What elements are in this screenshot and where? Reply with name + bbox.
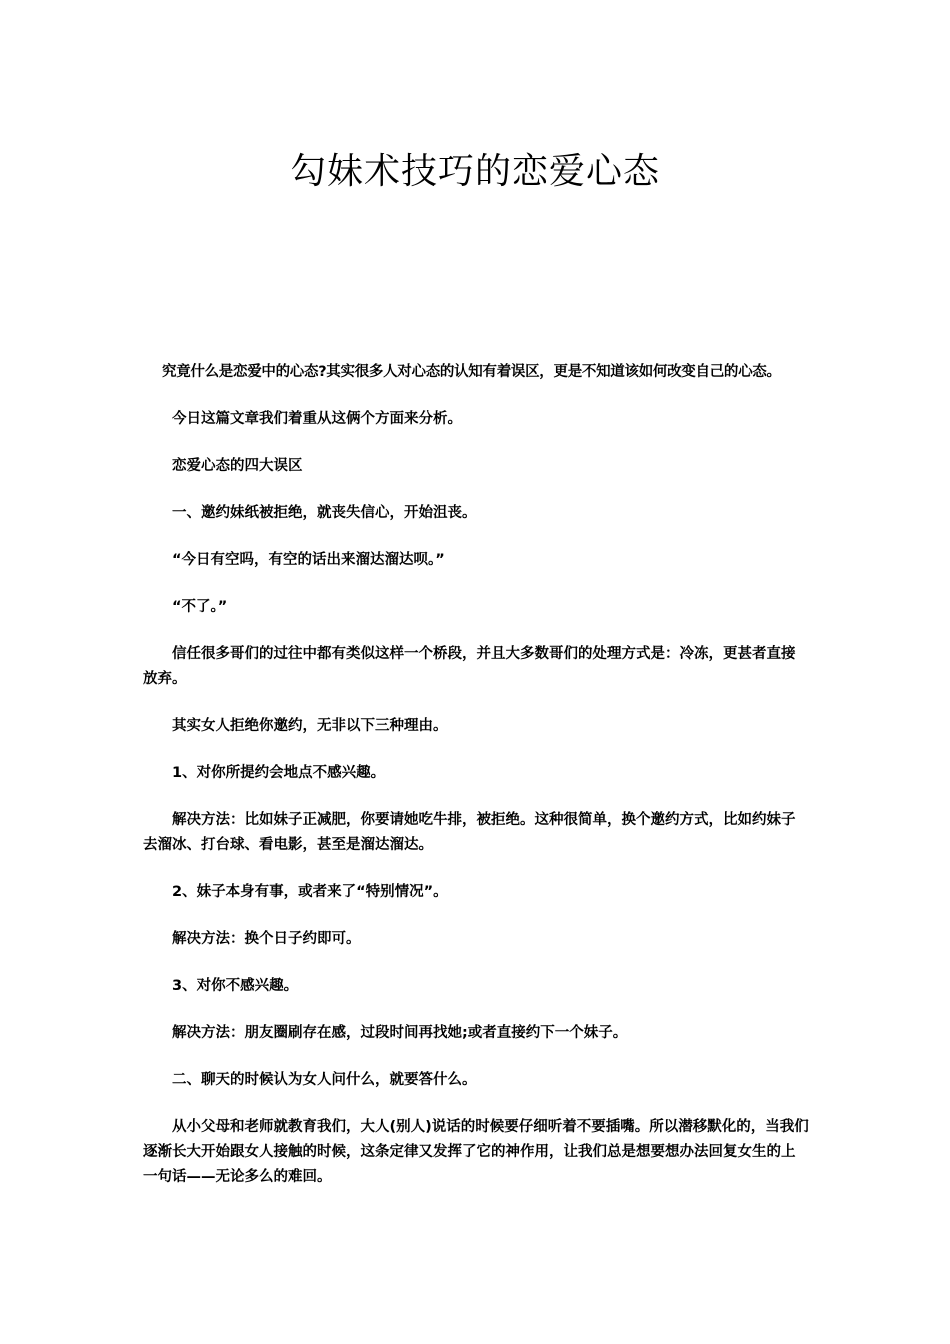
solution-paragraph: 解决方法：朋友圈刷存在感，过段时间再找她;或者直接约下一个妹子。 (172, 1025, 628, 1041)
paragraph-intro: 究竟什么是恋爱中的心态?其实很多人对心态的认知有着误区，更是不知道该如何改变自己的心态。 (162, 364, 781, 380)
solution-paragraph: 解决方法：比如妹子正减肥，你要请她吃牛排，被拒绝。这种很简单，换个邀约方式，比如约妹子去溜冰、打台球、看电影，甚至是溜达溜达。 (143, 812, 796, 853)
subsection-heading: 一、邀约妹纸被拒绝，就丧失信心，开始沮丧。 (172, 505, 477, 521)
solution-paragraph: 解决方法：换个日子约即可。 (172, 931, 361, 947)
list-item: 2、妹子本身有事，或者来了“特别情况”。 (172, 884, 448, 900)
section-heading: 恋爱心态的四大误区 (172, 458, 303, 474)
quote-line: “不了。” (172, 599, 228, 615)
paragraph: 从小父母和老师就教育我们，大人(别人)说话的时候要仔细听着不要插嘴。所以潜移默化的，当我们逐渐长大开始跟女人接触的时候，这条定律又发挥了它的神作用，让我们总是想要想办法回复女生的上一句话——无论多么的难回。 (143, 1119, 809, 1185)
paragraph: 信任很多哥们的过往中都有类似这样一个桥段，并且大多数哥们的处理方式是：冷冻，更甚者直接放弃。 (143, 646, 796, 687)
list-item: 1、对你所提约会地点不感兴趣。 (172, 765, 386, 781)
paragraph: 今日这篇文章我们着重从这俩个方面来分析。 (172, 411, 462, 427)
document-body (143, 360, 809, 1212)
subsection-heading: 二、聊天的时候认为女人问什么，就要答什么。 (172, 1072, 477, 1088)
paragraph: 其实女人拒绝你邀约，无非以下三种理由。 (172, 718, 448, 734)
quote-line: “今日有空吗，有空的话出来溜达溜达呗。” (172, 552, 445, 568)
document-title: 勾妹术技巧的恋爱心态 (289, 151, 660, 192)
list-item: 3、对你不感兴趣。 (172, 978, 299, 994)
